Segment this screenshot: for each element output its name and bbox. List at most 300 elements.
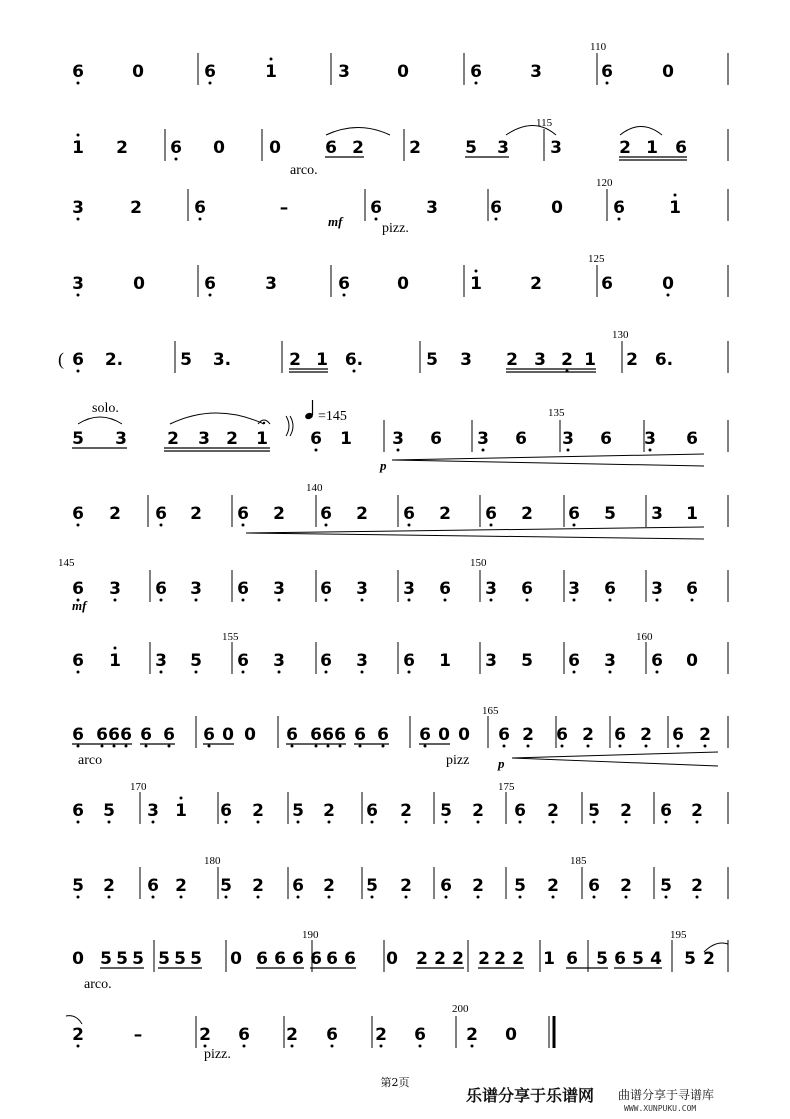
note-dot-low	[325, 524, 328, 527]
note: 1	[470, 274, 482, 294]
note: 6	[568, 504, 580, 524]
note: 6	[72, 725, 84, 745]
note: 6	[403, 504, 415, 524]
note: 3	[356, 579, 368, 599]
note: 6	[292, 949, 304, 969]
note: 1	[72, 138, 84, 158]
note: 5	[426, 350, 438, 370]
note: 1	[439, 651, 451, 671]
note: 1	[584, 350, 596, 370]
note-dot-low	[257, 896, 260, 899]
note-dot-low	[573, 524, 576, 527]
note-dot-low	[573, 671, 576, 674]
measure-number: 115	[536, 117, 553, 129]
note: 3	[115, 429, 127, 449]
note: 5	[100, 949, 112, 969]
note-dot-low	[278, 599, 281, 602]
note: 6	[403, 651, 415, 671]
note-dot-low	[656, 599, 659, 602]
note: 0	[213, 138, 225, 158]
note: 3	[273, 651, 285, 671]
note-dot-low	[593, 821, 596, 824]
note: 2	[547, 876, 559, 896]
note-dot-low	[618, 218, 621, 221]
note-dot-low	[477, 821, 480, 824]
note: 2	[512, 949, 524, 969]
note: 3	[109, 579, 121, 599]
note-dot-low	[328, 821, 331, 824]
note: 6.	[654, 350, 674, 370]
note-dot-low	[257, 821, 260, 824]
note-dot-low	[552, 821, 555, 824]
note: 0	[505, 1025, 517, 1045]
note-dot-low	[405, 821, 408, 824]
note: 6	[320, 651, 332, 671]
note-dot-low	[677, 745, 680, 748]
note: 6	[651, 651, 663, 671]
measure-number: 125	[588, 253, 605, 265]
note-dot-low	[108, 821, 111, 824]
note: 1	[109, 651, 121, 671]
note: 2	[466, 1025, 478, 1045]
note: 3.	[212, 350, 232, 370]
note: 6	[194, 198, 206, 218]
note: 6	[419, 725, 431, 745]
note-dot-low	[361, 599, 364, 602]
note-dot-low	[297, 821, 300, 824]
watermark-left: 乐谱分享于乐谱网	[466, 1086, 595, 1105]
note: 2	[103, 876, 115, 896]
note: 6	[320, 579, 332, 599]
note-dot-low	[665, 821, 668, 824]
note: 1	[686, 504, 698, 524]
note-dot-low	[445, 896, 448, 899]
note-dot-low	[145, 745, 148, 748]
note: 6	[490, 198, 502, 218]
note: 2	[478, 949, 490, 969]
tie-end	[66, 1016, 82, 1024]
slur	[620, 127, 662, 136]
score-lines	[72, 53, 728, 1048]
note: 3	[403, 579, 415, 599]
note: 3	[356, 651, 368, 671]
note-dot-low	[291, 1045, 294, 1048]
note: 5	[514, 876, 526, 896]
note: 1	[316, 350, 328, 370]
note-dot-low	[371, 896, 374, 899]
note: 6	[72, 62, 84, 82]
note: 0	[551, 198, 563, 218]
note-dot-low	[656, 671, 659, 674]
note: 3	[568, 579, 580, 599]
note-dot-low	[242, 599, 245, 602]
note-dot-high	[475, 270, 478, 273]
note: 1	[340, 429, 352, 449]
note: 6	[377, 725, 389, 745]
note-dot-low	[645, 745, 648, 748]
note: 3	[497, 138, 509, 158]
crescendo-hairpin	[512, 752, 718, 766]
note: 2	[530, 274, 542, 294]
note: 5	[72, 876, 84, 896]
note-dot-low	[315, 745, 318, 748]
note-dot-low	[328, 896, 331, 899]
note: 3	[392, 429, 404, 449]
note: 3	[273, 579, 285, 599]
note: 2	[472, 876, 484, 896]
note-dot-low	[152, 896, 155, 899]
note-dot-low	[77, 294, 80, 297]
note: 1	[646, 138, 658, 158]
note-dot-low	[482, 449, 485, 452]
note: 5	[366, 876, 378, 896]
note-dot-low	[526, 599, 529, 602]
note-dot-low	[114, 599, 117, 602]
note: 3	[534, 350, 546, 370]
measure-number: 200	[452, 1003, 469, 1015]
note: 6	[238, 1025, 250, 1045]
note-dot-low	[291, 745, 294, 748]
note-dot-low	[375, 218, 378, 221]
note: 5	[220, 876, 232, 896]
measure-number: 130	[612, 329, 629, 341]
note: 6	[325, 138, 337, 158]
note: 0	[397, 62, 409, 82]
note: 6	[660, 801, 672, 821]
note-dot-low	[243, 1045, 246, 1048]
measure-number: 160	[636, 631, 653, 643]
note: 0	[397, 274, 409, 294]
note-dot-low	[325, 671, 328, 674]
note: 3	[562, 429, 574, 449]
note: 2	[252, 876, 264, 896]
note: 6	[515, 429, 527, 449]
note-dot-low	[195, 671, 198, 674]
note: 2	[375, 1025, 387, 1045]
note: 2	[116, 138, 128, 158]
note: 6	[237, 579, 249, 599]
note: 3	[265, 274, 277, 294]
note-dot-low	[242, 671, 245, 674]
note: 2	[452, 949, 464, 969]
note: 2	[409, 138, 421, 158]
note-dot-low	[503, 745, 506, 748]
note-dot-low	[667, 294, 670, 297]
crescendo-hairpin	[392, 454, 704, 466]
note: 2	[400, 876, 412, 896]
note: 2	[620, 876, 632, 896]
note: 6	[600, 429, 612, 449]
note: 2	[289, 350, 301, 370]
note: 6	[120, 725, 132, 745]
note-dot-low	[380, 1045, 383, 1048]
measure-number: 120	[596, 177, 613, 189]
note: 0	[458, 725, 470, 745]
note: 6	[686, 429, 698, 449]
note: 6	[274, 949, 286, 969]
note: 6	[256, 949, 268, 969]
note-dot-low	[353, 370, 356, 373]
note: 5	[190, 949, 202, 969]
measure-number: 185	[570, 855, 587, 867]
decrescendo-hairpin	[246, 527, 704, 539]
note-dot-low	[152, 821, 155, 824]
note: 6	[601, 62, 613, 82]
note: 3	[338, 62, 350, 82]
note-dot-low	[619, 745, 622, 748]
note: 6	[601, 274, 613, 294]
note: 6	[485, 504, 497, 524]
note: 6	[344, 949, 356, 969]
measure-number: 155	[222, 631, 239, 643]
note: 2.	[104, 350, 124, 370]
note: 6	[108, 725, 120, 745]
note: 0	[222, 725, 234, 745]
note-dot-low	[704, 745, 707, 748]
note: –	[133, 1025, 143, 1045]
measure-number: 110	[590, 41, 607, 53]
note: 0	[244, 725, 256, 745]
dynamic-p: p	[380, 458, 387, 473]
note-dot-low	[359, 745, 362, 748]
note-dot-high	[674, 194, 677, 197]
note: 2	[434, 949, 446, 969]
note: 6	[613, 198, 625, 218]
note: 1	[265, 62, 277, 82]
note: 2	[109, 504, 121, 524]
note-dot-low	[160, 671, 163, 674]
note: 2	[561, 350, 573, 370]
note: 3	[190, 579, 202, 599]
note-dot-high	[114, 647, 117, 650]
note: 0	[438, 725, 450, 745]
note: 2	[691, 801, 703, 821]
note: 6	[204, 62, 216, 82]
note: 5	[72, 429, 84, 449]
note-dot-low	[77, 1045, 80, 1048]
note: 6	[414, 1025, 426, 1045]
note: 6	[320, 504, 332, 524]
note: 5	[660, 876, 672, 896]
note-dot-low	[209, 82, 212, 85]
note-dot-low	[587, 745, 590, 748]
note: 3	[198, 429, 210, 449]
watermark-right: 曲谱分享于寻谱库	[618, 1088, 715, 1102]
note: 6	[614, 949, 626, 969]
note: 6	[370, 198, 382, 218]
note: 3	[460, 350, 472, 370]
note-dot-low	[519, 821, 522, 824]
note: 2	[226, 429, 238, 449]
watermark-url: WWW.XUNPUKU.COM	[624, 1104, 697, 1113]
slur	[326, 128, 390, 136]
note: 0	[72, 949, 84, 969]
note: 6	[430, 429, 442, 449]
measure-number: 195	[670, 929, 687, 941]
note: 2	[323, 876, 335, 896]
note: 6	[675, 138, 687, 158]
note: 5	[440, 801, 452, 821]
note-dot-low	[297, 896, 300, 899]
note: 3	[651, 504, 663, 524]
note: 6	[204, 274, 216, 294]
note: 3	[426, 198, 438, 218]
note-dot-low	[609, 599, 612, 602]
measure-number: 170	[130, 781, 147, 793]
note: 3	[485, 651, 497, 671]
note: 6	[326, 1025, 338, 1045]
note-dot-low	[339, 745, 342, 748]
note-dot-low	[625, 896, 628, 899]
measure-number: 145	[58, 557, 75, 569]
note: 6	[96, 725, 108, 745]
note: 3	[651, 579, 663, 599]
note-dot-low	[175, 158, 178, 161]
note-dot-low	[331, 1045, 334, 1048]
note: 5	[588, 801, 600, 821]
arco-marking: arco	[78, 753, 103, 768]
note-dot-low	[566, 370, 569, 373]
note: 6	[155, 579, 167, 599]
note-dot-low	[519, 896, 522, 899]
note: 6	[72, 504, 84, 524]
note: 6	[604, 579, 616, 599]
note-dot-low	[325, 599, 328, 602]
measure-number: 175	[498, 781, 515, 793]
note: 2	[439, 504, 451, 524]
caesura-icon	[286, 416, 293, 436]
note-dot-low	[208, 745, 211, 748]
note-dot-low	[445, 821, 448, 824]
note: 5	[465, 138, 477, 158]
note: 3	[155, 651, 167, 671]
note: 2	[356, 504, 368, 524]
note-dot-low	[77, 821, 80, 824]
note-dot-low	[101, 745, 104, 748]
note: 2	[167, 429, 179, 449]
note: 2	[199, 1025, 211, 1045]
note-dot-low	[382, 745, 385, 748]
note-dot-low	[315, 449, 318, 452]
note: 2	[521, 504, 533, 524]
note-dot-low	[371, 821, 374, 824]
note: 2	[582, 725, 594, 745]
arco-marking: arco.	[290, 163, 318, 178]
note: 3	[477, 429, 489, 449]
pizz-marking: pizz	[446, 753, 470, 768]
note: 2	[252, 801, 264, 821]
note: 1	[543, 949, 555, 969]
note: 0	[686, 651, 698, 671]
note-dot-low	[408, 524, 411, 527]
note: 6	[237, 651, 249, 671]
measure-number: 180	[204, 855, 221, 867]
note-dot-low	[561, 745, 564, 748]
note-dot-low	[343, 294, 346, 297]
note: 2	[416, 949, 428, 969]
note-dot-low	[606, 82, 609, 85]
note: 6	[203, 725, 215, 745]
measure-number: 150	[470, 557, 487, 569]
note: 6	[366, 801, 378, 821]
measure-number: 190	[302, 929, 319, 941]
note-dot-low	[77, 745, 80, 748]
note-dot-low	[696, 896, 699, 899]
note-dot-low	[199, 218, 202, 221]
note-dot-low	[649, 449, 652, 452]
note: 6	[514, 801, 526, 821]
note-dot-low	[405, 896, 408, 899]
measure-number: 165	[482, 705, 499, 717]
note: 6	[614, 725, 626, 745]
measure-number: 135	[548, 407, 565, 419]
note: 0	[662, 274, 674, 294]
note: 6	[440, 876, 452, 896]
note-dot-low	[397, 449, 400, 452]
note: 0	[269, 138, 281, 158]
note: 2	[547, 801, 559, 821]
note: 6	[140, 725, 152, 745]
note: 2	[190, 504, 202, 524]
note: 2	[400, 801, 412, 821]
slur	[170, 413, 264, 424]
note: 6	[237, 504, 249, 524]
dynamic-p: p	[498, 756, 505, 771]
note: 2	[691, 876, 703, 896]
note: 5	[174, 949, 186, 969]
note-dot-low	[209, 294, 212, 297]
note-dot-low	[408, 671, 411, 674]
note: 6	[326, 949, 338, 969]
note: 2	[506, 350, 518, 370]
open-parenthesis: (	[58, 349, 64, 369]
note: 6	[220, 801, 232, 821]
note-dot-low	[573, 599, 576, 602]
note: 6	[672, 725, 684, 745]
note-dot-low	[327, 745, 330, 748]
note-dot-low	[195, 599, 198, 602]
note: 5	[596, 949, 608, 969]
dynamic-mf: mf	[72, 598, 87, 613]
note: 6	[354, 725, 366, 745]
note: 6	[568, 651, 580, 671]
note: 2	[619, 138, 631, 158]
note: 2	[72, 1025, 84, 1045]
note: 6.	[344, 350, 364, 370]
note: 0	[662, 62, 674, 82]
note: 6	[310, 949, 322, 969]
solo-marking: solo.	[92, 401, 119, 416]
note: 6	[292, 876, 304, 896]
note-dot-low	[490, 524, 493, 527]
note-dot-low	[424, 745, 427, 748]
note: 2	[699, 725, 711, 745]
note-dot-low	[77, 218, 80, 221]
note: 6	[72, 801, 84, 821]
note-dot-low	[77, 671, 80, 674]
note: 6	[521, 579, 533, 599]
note-dot-low	[168, 745, 171, 748]
note: 5	[158, 949, 170, 969]
tempo-marking: =145	[318, 409, 347, 424]
note: 3	[147, 801, 159, 821]
note: 6	[556, 725, 568, 745]
note: 6	[310, 725, 322, 745]
note: 2	[640, 725, 652, 745]
note-dot-low	[552, 896, 555, 899]
note: 0	[133, 274, 145, 294]
note: 2	[620, 801, 632, 821]
